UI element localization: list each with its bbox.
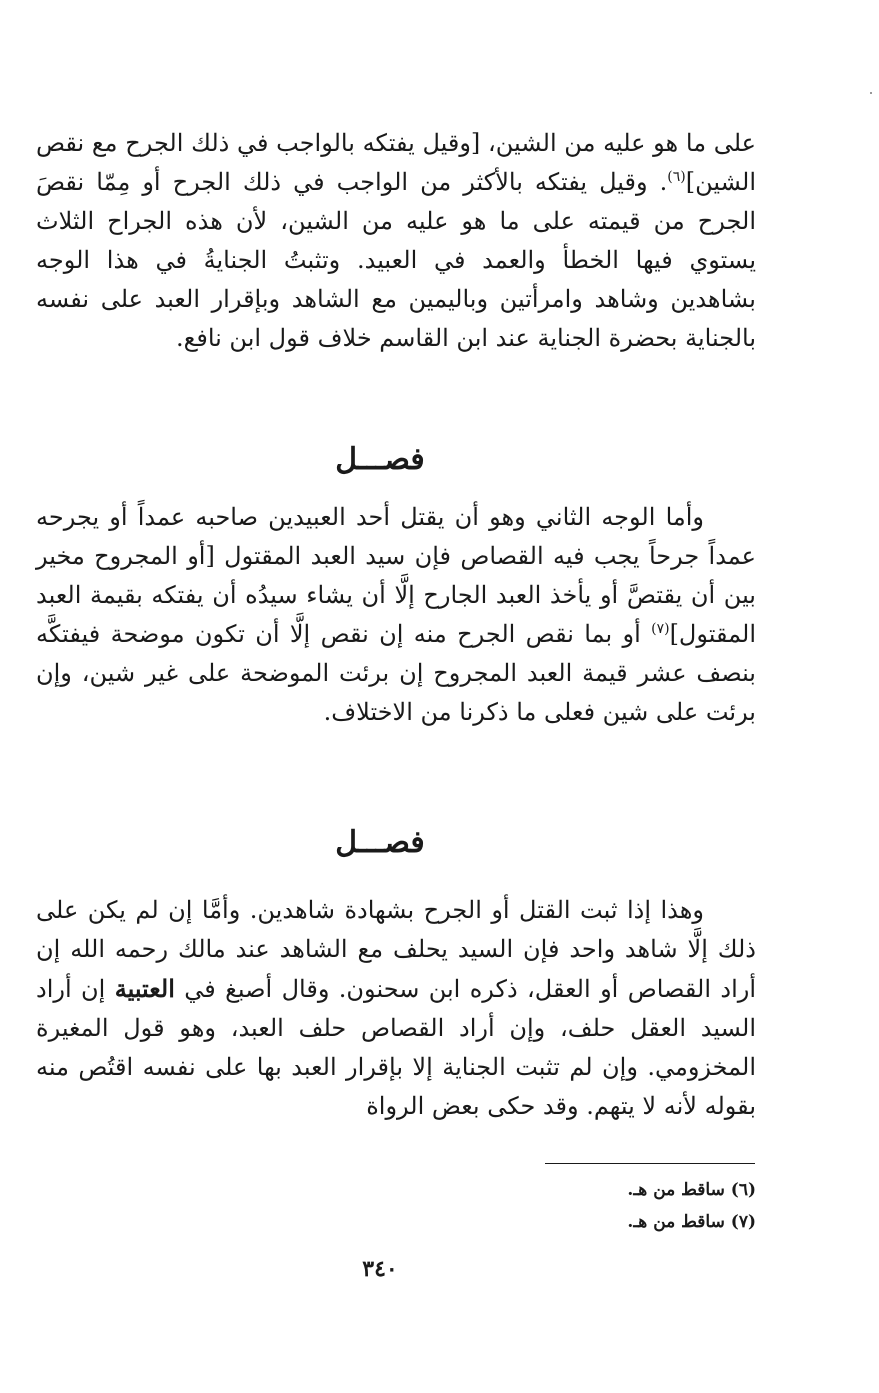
footnote-divider xyxy=(545,1163,755,1164)
paragraph-1-text-a: على ما هو عليه من الشين، [وقيل يفتكه بالواجب في ذلك الجرح مع نقص الشين] xyxy=(36,129,756,196)
footnote-7: (٧) ساقط من هـ. xyxy=(627,1212,756,1232)
paragraph-2-text-b: أو بما نقص الجرح منه إن نقص إلَّا أن تكون موضحة فيفتكَّه بنصف عشر قيمة العبد المجروح إن برئت الموضحة على غير شين، وإن برئت على شين فعلى ما ذكرنا من الاختلاف. xyxy=(36,620,756,726)
book-title-utbiyya: العتبية xyxy=(114,974,175,1003)
paragraph-1 xyxy=(36,124,756,358)
section-heading-1: فصـــل xyxy=(335,442,425,477)
paragraph-3 xyxy=(36,891,756,1126)
footnote-ref-6: (٦) xyxy=(667,169,686,185)
paragraph-1-text-b: . وقيل يفتكه بالأكثر من الواجب في ذلك الجرح أو مِمّا نقصَ الجرح من قيمته على ما هو عليه من الشين، لأن هذه الجراح الثلاث يستوي فيها الخطأ والعمد في العبيد. وتثبتُ الجنايةُ في هذا الوجه بشاهدين وشاهد وامرأتين وباليمين مع الشاهد وبإقرار العبد على نفسه بالجناية بحضرة الجناية عند ابن القاسم خلاف قول ابن نافع. xyxy=(36,168,756,352)
margin-mark xyxy=(870,92,872,94)
footnote-ref-7: (٧) xyxy=(651,621,670,637)
paragraph-2-text-a: وأما الوجه الثاني وهو أن يقتل أحد العبيدين صاحبه عمداً أو يجرحه عمداً جرحاً يجب فيه القصاص فإن سيد العبد المقتول [أو المجروح مخير بين أن يقتصَّ أو يأخذ العبد الجارح إلَّا أن يشاء سيدُه أن يفتكه بقيمة العبد المقتول] xyxy=(36,503,756,648)
paragraph-2 xyxy=(36,498,756,732)
paragraph-3-text-b: إن أراد السيد العقل حلف، وإن أراد القصاص حلف العبد، وهو قول المغيرة المخزومي. وإن لم تثبت الجناية إلا بإقرار العبد بها على نفسه اقتُص منه بقوله لأنه لا يتهم. وقد حكى بعض الرواة xyxy=(36,975,756,1120)
page-number: ٣٤٠ xyxy=(362,1256,398,1282)
paragraph-3-text-a: وهذا إذا ثبت القتل أو الجرح بشهادة شاهدين. وأمَّا إن لم يكن على ذلك إلَّا شاهد واحد فإن السيد يحلف مع الشاهد عند مالك رحمه الله إن أراد القصاص أو العقل، ذكره ابن سحنون. وقال أصبغ في xyxy=(36,896,756,1003)
section-heading-2: فصـــل xyxy=(335,825,425,860)
footnote-6: (٦) ساقط من هـ. xyxy=(627,1180,756,1200)
footnotes xyxy=(400,1174,756,1238)
